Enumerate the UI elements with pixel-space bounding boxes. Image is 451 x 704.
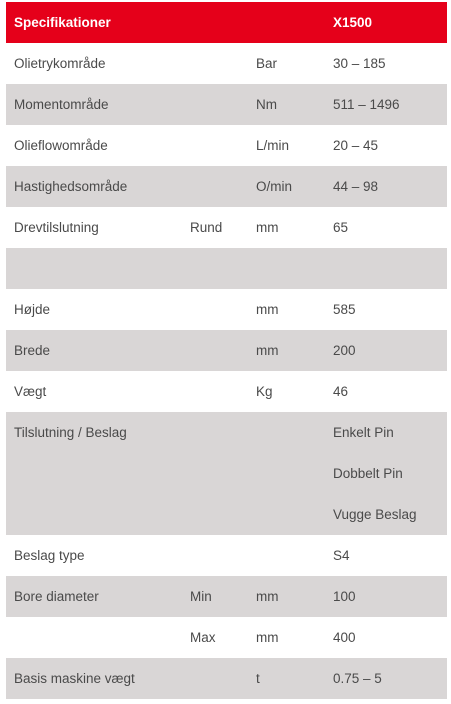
row-sub: Rund	[190, 220, 223, 235]
row-label: Brede	[14, 343, 51, 358]
table-row-base-machine-weight	[6, 658, 447, 699]
specification-table	[6, 2, 447, 699]
row-label	[6, 617, 182, 658]
row-sub	[182, 535, 248, 576]
row-label: Tilslutning / Beslag	[14, 425, 127, 440]
header-empty	[248, 2, 325, 43]
row-sub	[182, 125, 248, 166]
table-row-weight	[6, 371, 447, 412]
header-specifications: Specifikationer	[14, 15, 111, 30]
table-row-attachment	[6, 412, 447, 535]
row-label: Momentområde	[14, 97, 109, 112]
header-model: X1500	[333, 15, 373, 30]
row-unit: mm	[256, 302, 279, 317]
table-row-bore-diameter-min	[6, 576, 447, 617]
row-value: 30 – 185	[333, 56, 386, 71]
table-row-bore-diameter-max	[6, 617, 447, 658]
row-value: 44 – 98	[333, 179, 379, 194]
table-row-width	[6, 330, 447, 371]
row-label	[6, 248, 182, 289]
table-row-attachment-type	[6, 535, 447, 576]
row-sub: Max	[190, 630, 216, 645]
row-value: S4	[333, 548, 350, 563]
row-sub	[182, 330, 248, 371]
row-value: 585	[333, 302, 356, 317]
row-unit	[248, 412, 325, 535]
row-unit: Kg	[256, 384, 273, 399]
row-value: 200	[333, 343, 356, 358]
row-label: Vægt	[14, 384, 47, 399]
row-label: Hastighedsområde	[14, 179, 128, 194]
row-label: Drevtilslutning	[14, 220, 99, 235]
row-value: 511 – 1496	[333, 97, 400, 112]
row-unit: mm	[256, 630, 279, 645]
table-row-oil-flow	[6, 125, 447, 166]
row-sub	[182, 289, 248, 330]
table-row-empty	[6, 248, 447, 289]
header-empty	[182, 2, 248, 43]
row-value	[325, 248, 447, 289]
attachment-value: Enkelt Pin	[333, 425, 394, 440]
row-sub	[182, 248, 248, 289]
row-unit: mm	[256, 220, 279, 235]
table-row-speed	[6, 166, 447, 207]
row-unit: Bar	[256, 56, 278, 71]
row-label: Basis maskine vægt	[14, 671, 135, 686]
row-unit: Nm	[256, 97, 277, 112]
row-value: 20 – 45	[333, 138, 379, 153]
row-sub	[182, 412, 248, 535]
row-value: 46	[333, 384, 349, 399]
row-label: Bore diameter	[14, 589, 99, 604]
table-row-drive-connection	[6, 207, 447, 248]
row-value: 400	[333, 630, 356, 645]
row-value: 65	[333, 220, 349, 235]
row-unit: O/min	[256, 179, 293, 194]
row-sub	[182, 658, 248, 699]
row-value: 100	[333, 589, 356, 604]
row-unit	[248, 248, 325, 289]
attachment-value: Dobbelt Pin	[333, 466, 403, 481]
row-unit: mm	[256, 589, 279, 604]
row-label: Højde	[14, 302, 51, 317]
row-unit	[248, 535, 325, 576]
attachment-value: Vugge Beslag	[333, 507, 417, 522]
row-sub	[182, 166, 248, 207]
table-header-row	[6, 2, 447, 43]
table-row-oil-pressure	[6, 43, 447, 84]
row-value: 0.75 – 5	[333, 671, 382, 686]
row-sub: Min	[190, 589, 212, 604]
row-unit: t	[256, 671, 260, 686]
attachment-values	[325, 412, 447, 535]
row-label: Olieflowområde	[14, 138, 108, 153]
row-label: Beslag type	[14, 548, 85, 563]
row-sub	[182, 371, 248, 412]
row-label: Olietrykområde	[14, 56, 106, 71]
row-sub	[182, 84, 248, 125]
row-sub	[182, 43, 248, 84]
row-unit: L/min	[256, 138, 290, 153]
table-row-height	[6, 289, 447, 330]
table-row-torque	[6, 84, 447, 125]
row-unit: mm	[256, 343, 279, 358]
